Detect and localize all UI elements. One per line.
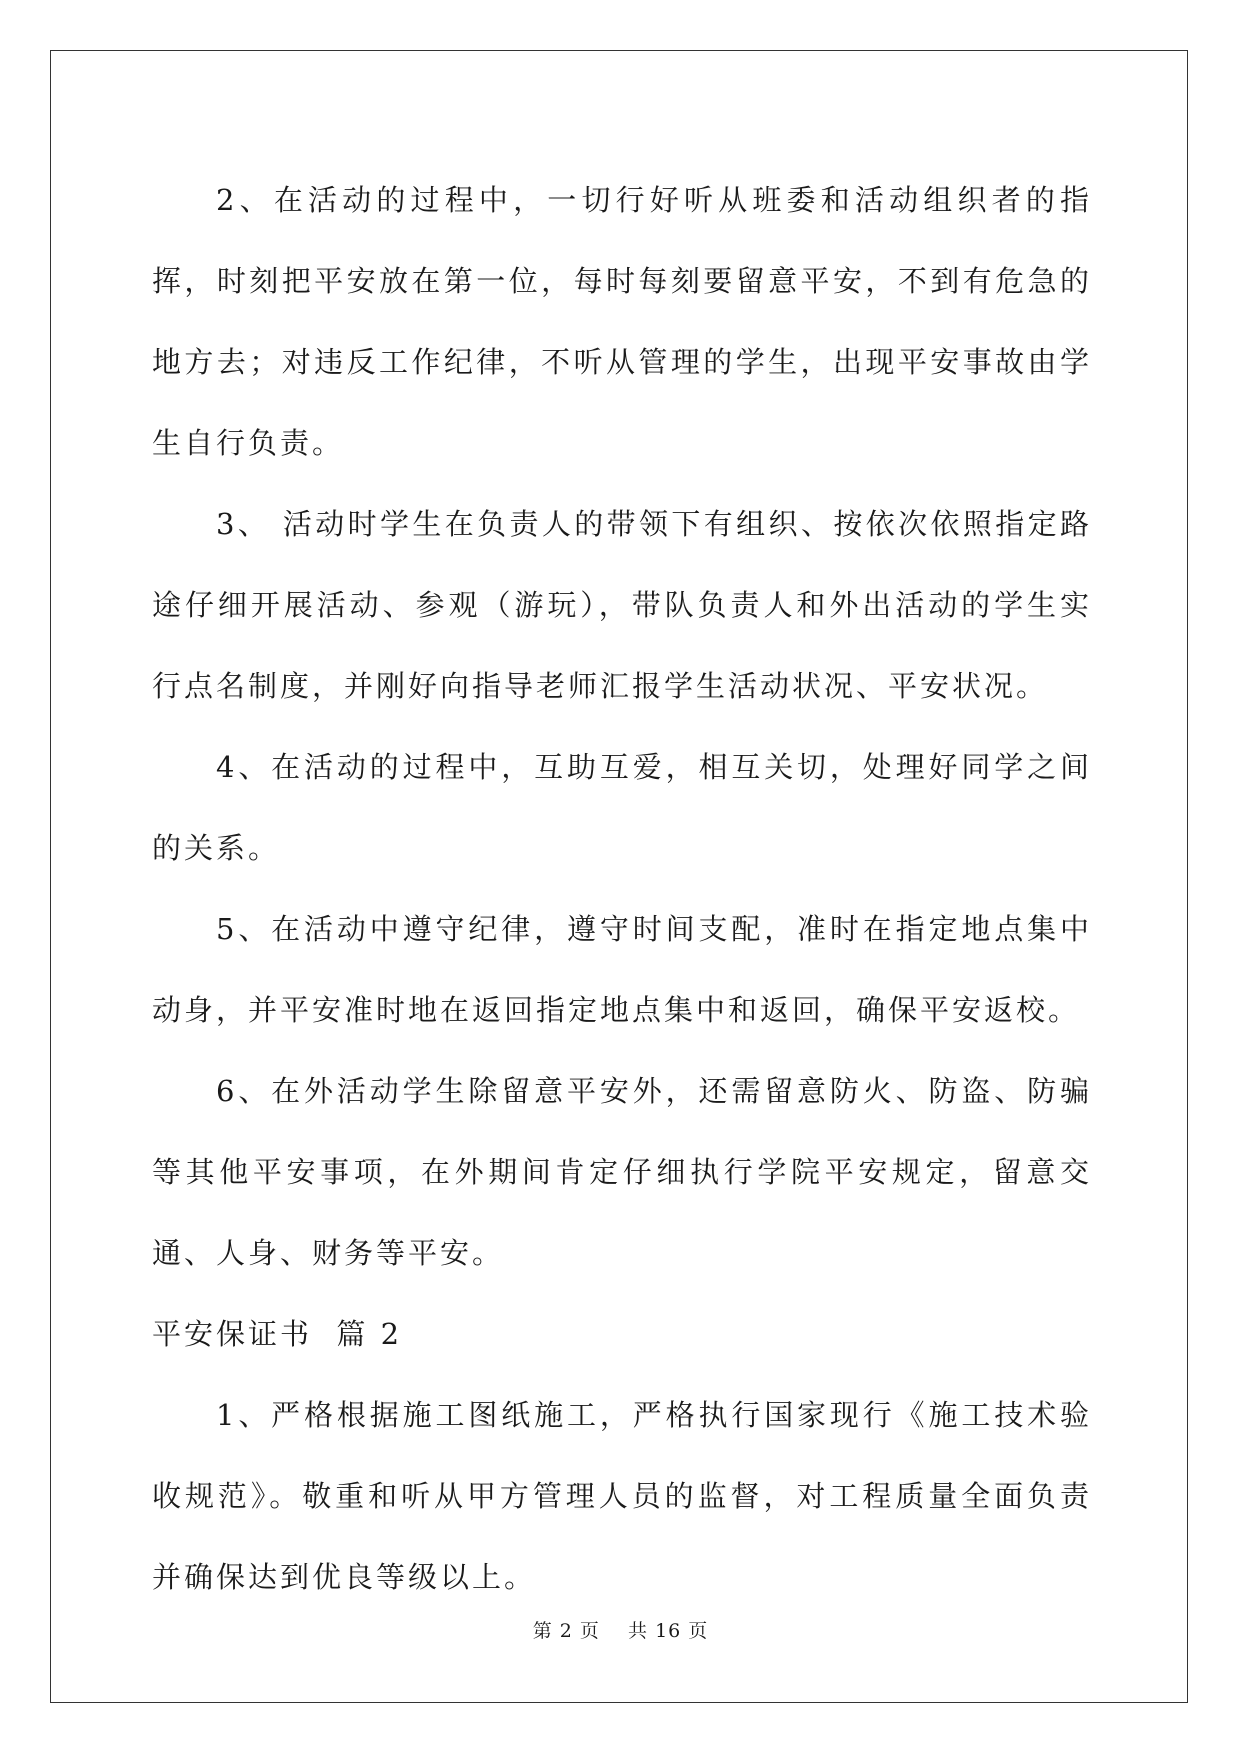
paragraph-item-2: 2、在活动的过程中，一切行好听从班委和活动组织者的指挥，时刻把平安放在第一位，每时每刻要留意平安，不到有危急的地方去；对违反工作纪律，不听从管理的学生，出现平安事故由学生自行负责。: [152, 183, 1092, 460]
section-heading: 平安保证书 篇 2: [152, 1317, 403, 1351]
paragraph-item-4: 4、在活动的过程中，互助互爱，相互关切，处理好同学之间的关系。: [152, 750, 1092, 865]
paragraph-item-5: 5、在活动中遵守纪律，遵守时间支配，准时在指定地点集中动身，并平安准时地在返回指定地点集中和返回，确保平安返校。: [152, 912, 1092, 1027]
page-number-footer: 第 2 页 共 16 页: [532, 1620, 709, 1642]
paragraph-item-3: 3、 活动时学生在负责人的带领下有组织、按依次依照指定路途仔细开展活动、参观（游玩），带队负责人和外出活动的学生实行点名制度，并刚好向指导老师汇报学生活动状况、平安状况。: [152, 507, 1092, 703]
document-body: [152, 160, 1092, 1618]
section-paragraph-item-1: 1、严格根据施工图纸施工，严格执行国家现行《施工技术验收规范》。敬重和听从甲方管理人员的监督，对工程质量全面负责并确保达到优良等级以上。: [152, 1398, 1092, 1594]
paragraph-item-6: 6、在外活动学生除留意平安外，还需留意防火、防盗、防骗等其他平安事项，在外期间肯定仔细执行学院平安规定，留意交通、人身、财务等平安。: [152, 1074, 1092, 1270]
